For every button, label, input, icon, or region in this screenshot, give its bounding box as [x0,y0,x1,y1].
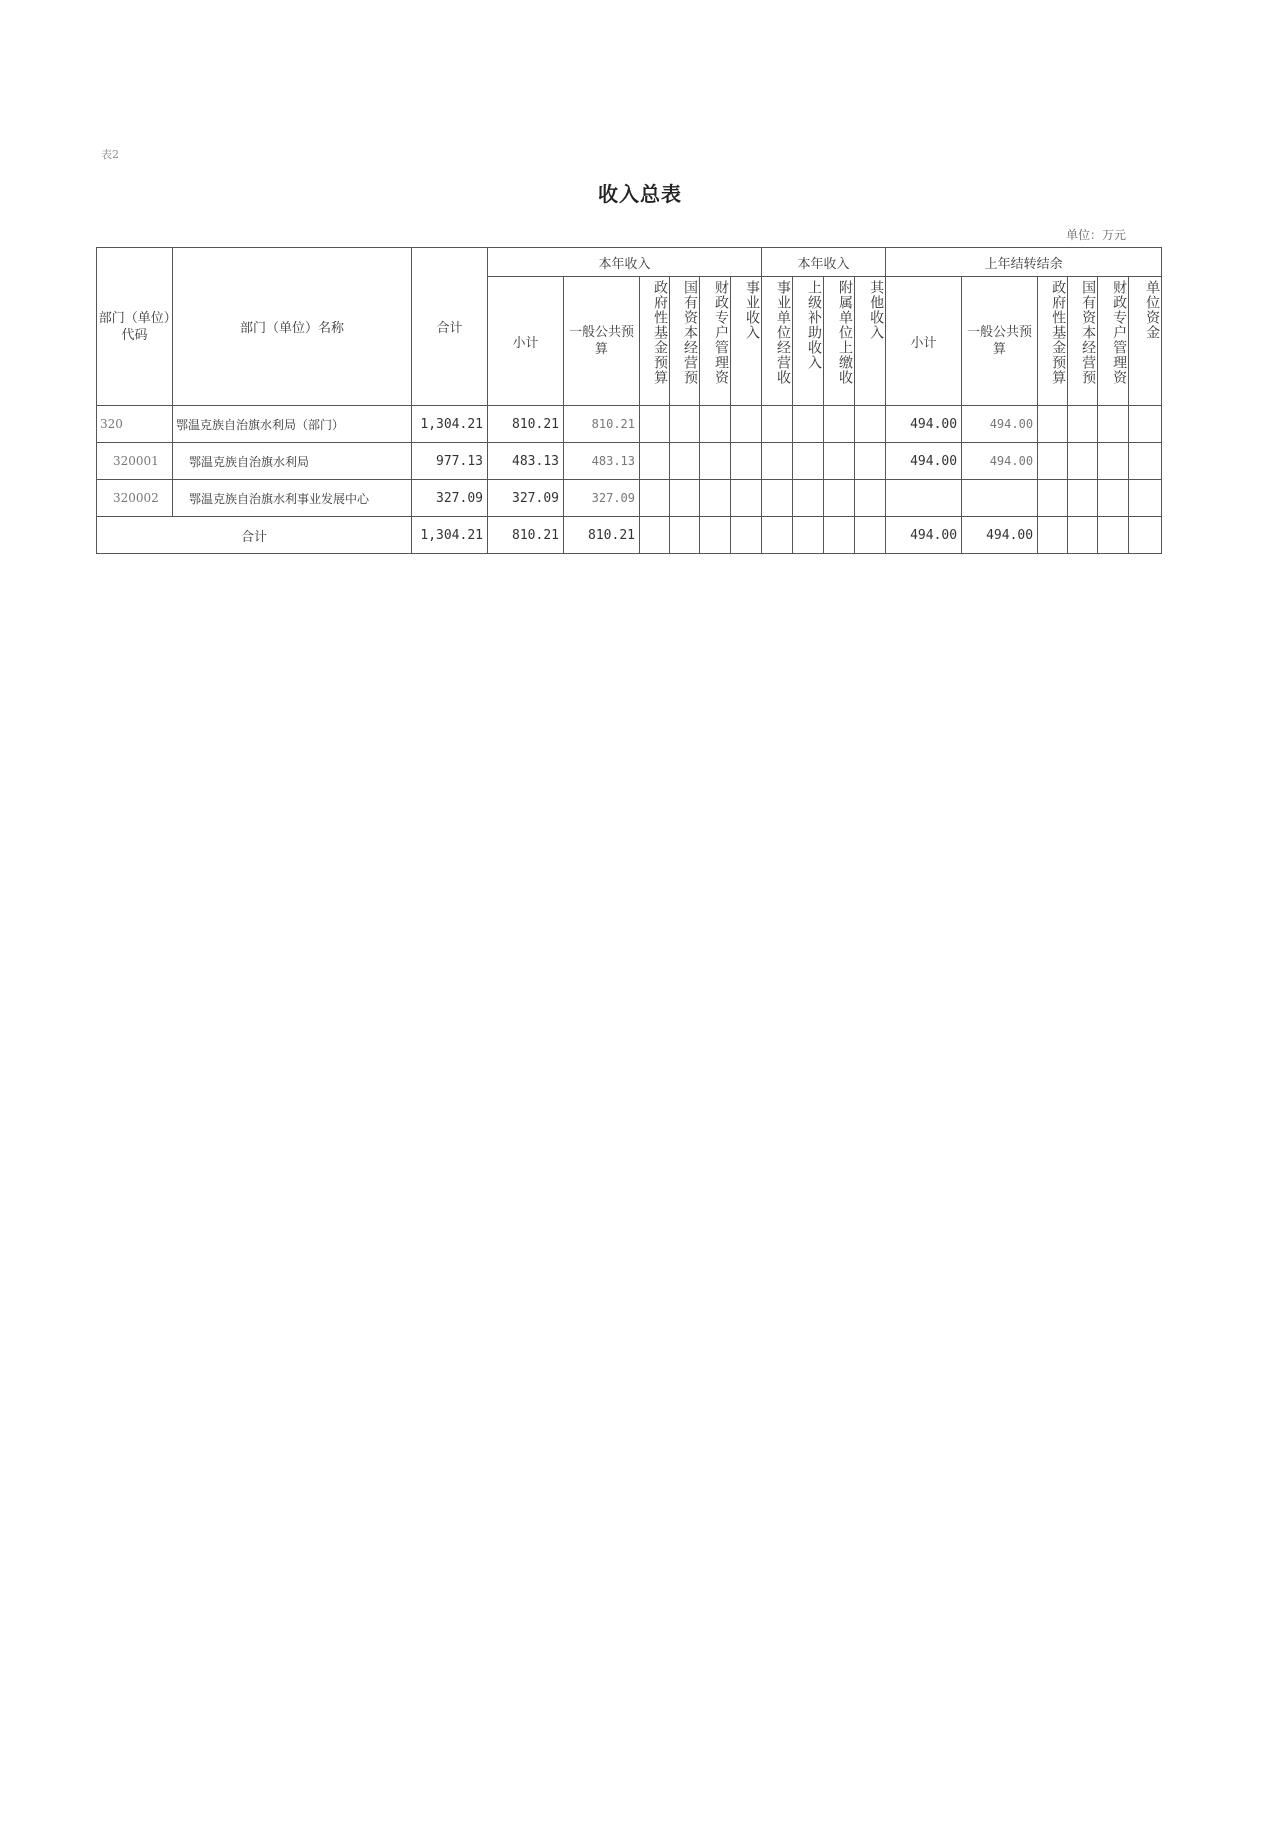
page-title: 收入总表 [598,182,682,206]
income-summary-table [96,247,1162,554]
carry-subtotal-cell: 494.00 [886,443,962,480]
totals-total-cell: 1,304.21 [412,517,488,554]
carry-general-cell: 494.00 [962,443,1038,480]
totals-general-cell: 810.21 [564,517,640,554]
table-row [97,406,1162,443]
group-header-current-income-1: 本年收入 [488,248,762,277]
total-cell: 327.09 [412,480,488,517]
table-row [97,443,1162,480]
dept-name-cell: 鄂温克族自治旗水利事业发展中心 [173,480,412,517]
dept-name-cell: 鄂温克族自治旗水利局（部门） [173,406,412,443]
col-header-subtotal: 小计 [488,277,564,406]
col-header-carry-state-capital: 国有资本经营预 [1068,277,1098,406]
general-budget-cell: 327.09 [564,480,640,517]
totals-label: 合计 [97,517,412,554]
totals-subtotal-cell: 810.21 [488,517,564,554]
table-number: 表2 [101,148,119,161]
general-budget-cell: 810.21 [564,406,640,443]
total-cell: 977.13 [412,443,488,480]
col-header-carry-fiscal-special: 财政专户管理资 [1098,277,1129,406]
col-header-business-income: 事业收入 [731,277,762,406]
col-header-gov-fund: 政府性基金预算 [640,277,670,406]
col-header-affiliated-payment: 附属单位上缴收 [824,277,855,406]
totals-row [97,517,1162,554]
dept-name-cell: 鄂温克族自治旗水利局 [173,443,412,480]
subtotal-cell: 483.13 [488,443,564,480]
col-header-carry-gov-fund: 政府性基金预算 [1038,277,1068,406]
col-header-state-capital: 国有资本经营预 [670,277,700,406]
carry-subtotal-cell [886,480,962,517]
group-header-current-income-2: 本年收入 [762,248,886,277]
col-header-carry-unit-funds: 单位资金 [1129,277,1162,406]
col-header-fiscal-special: 财政专户管理资 [700,277,731,406]
col-header-dept-name: 部门（单位）名称 [173,248,412,406]
carry-subtotal-cell: 494.00 [886,406,962,443]
col-header-total: 合计 [412,248,488,406]
subtotal-cell: 810.21 [488,406,564,443]
total-cell: 1,304.21 [412,406,488,443]
dept-code-cell: 320001 [97,443,173,480]
col-header-carry-subtotal: 小计 [886,277,962,406]
carry-general-cell [962,480,1038,517]
totals-carry-general-cell: 494.00 [962,517,1038,554]
unit-note: 单位：万元 [1065,228,1126,242]
col-header-dept-code: 部门（单位）代码 [97,248,173,406]
col-header-unit-operating: 事业单位经营收 [762,277,793,406]
col-header-general-budget: 一般公共预算 [564,277,640,406]
dept-code-cell: 320002 [97,480,173,517]
carry-general-cell: 494.00 [962,406,1038,443]
dept-code-cell: 320 [97,406,173,443]
col-header-other-income: 其他收入 [855,277,886,406]
table-row [97,480,1162,517]
col-header-carry-general: 一般公共预算 [962,277,1038,406]
general-budget-cell: 483.13 [564,443,640,480]
col-header-superior-subsidy: 上级补助收入 [793,277,824,406]
totals-carry-subtotal-cell: 494.00 [886,517,962,554]
group-header-carryover: 上年结转结余 [886,248,1162,277]
subtotal-cell: 327.09 [488,480,564,517]
